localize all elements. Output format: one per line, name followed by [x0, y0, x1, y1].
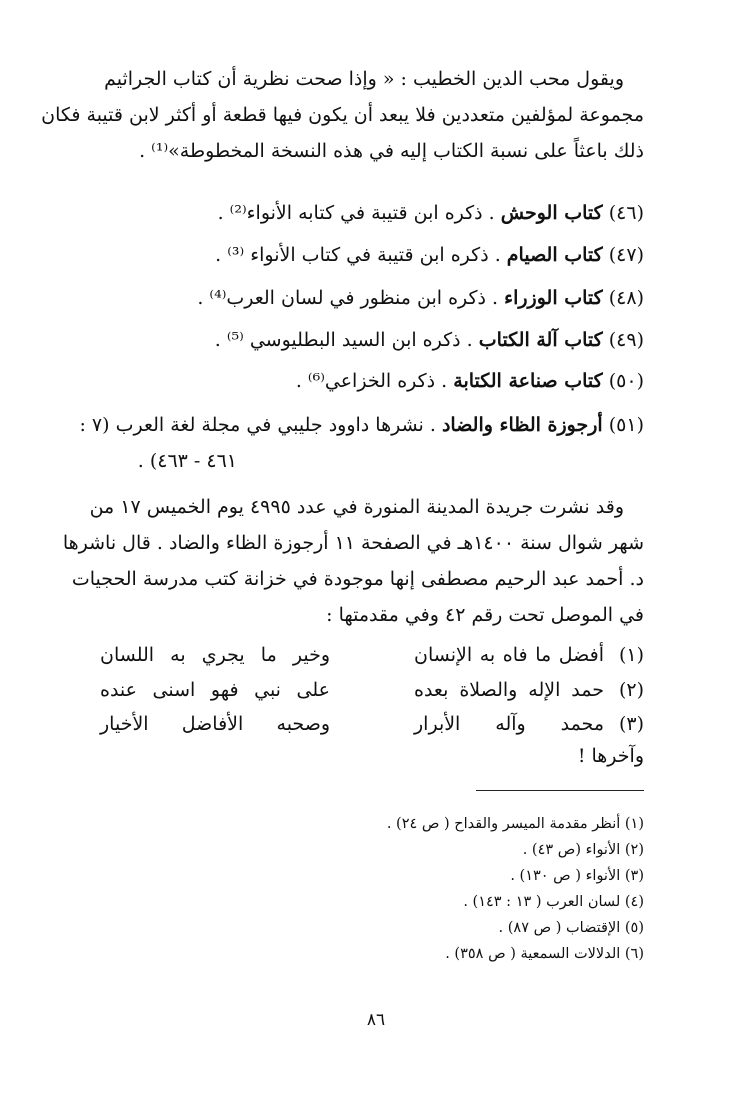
entry-title: كتاب صناعة الكتابة: [453, 370, 603, 392]
entry-number: (٥١): [608, 414, 644, 436]
entry-title: أرجوزة الظاء والضاد: [441, 414, 603, 436]
footnote-divider: [476, 790, 644, 791]
entry-50: [109, 366, 644, 396]
entry-number: (٥٠): [608, 370, 644, 392]
news-line-2: شهر شوال سنة ١٤٠٠هـ في الصفحة ١١ أرجوزة الظاء والضاد . قال ناشرها: [62, 532, 644, 554]
news-line-3: د. أحمد عبد الرحيم مصطفى إنها موجودة في خزانة كتب مدرسة الحجيات: [71, 568, 644, 590]
footnote-2: (٢) الأنواء (ص ٤٣) .: [522, 842, 644, 858]
entry-text: . ذكره ابن قتيبة في كتاب الأنواء ⁽³⁾ .: [215, 244, 501, 266]
entry-47: [109, 240, 644, 270]
entry-text: . ذكره ابن منظور في لسان العرب⁽⁴⁾ .: [197, 287, 499, 309]
poem-second-hemistich: على نبي فهو اسنى عنده: [100, 679, 330, 701]
poem-second-hemistich: وصحبه الأفاضل الأخيار: [100, 713, 330, 735]
poem-first-hemistich: حمد الإله والصلاة بعده: [414, 679, 604, 701]
poem-first-hemistich: محمد وآله الأبرار: [414, 713, 604, 735]
poem-line-number: (٢): [618, 679, 644, 701]
entry-text: . نشرها داوود جليبي في مجلة لغة العرب (٧ :: [79, 414, 436, 436]
footnote-1: (١) أنظر مقدمة الميسر والقداح ( ص ٢٤) .: [386, 816, 644, 832]
entry-number: (٤٨): [608, 287, 644, 309]
intro-line-2: مجموعة لمؤلفين متعددين فلا يبعد أن يكون فيها قطعة أو أكثر لابن قتيبة فكان: [41, 104, 644, 126]
poem-ending: وآخرها !: [577, 745, 644, 767]
entry-title: كتاب آلة الكتاب: [478, 329, 603, 351]
entry-number: (٤٦): [608, 202, 644, 224]
intro-line-3: ذلك باعثاً على نسبة الكتاب إليه في هذه النسخة المخطوطة»⁽¹⁾ .: [139, 140, 644, 162]
intro-line-1: ويقول محب الدين الخطيب : « وإذا صحت نظرية أن كتاب الجراثيم: [104, 68, 624, 90]
footnote-3: (٣) الأنواء ( ص ١٣٠) .: [510, 868, 644, 884]
entry-text: . ذكره الخزاعي⁽⁶⁾ .: [295, 370, 448, 392]
page-number: ٨٦: [366, 1010, 386, 1030]
poem-first-hemistich: أفضل ما فاه به الإنسان: [414, 644, 604, 666]
entry-title: كتاب الصيام: [506, 244, 603, 266]
entry-title: كتاب الوحش: [500, 202, 603, 224]
footnote-6: (٦) الدلالات السمعية ( ص ٣٥٨) .: [445, 946, 644, 962]
entry-49: [109, 325, 644, 355]
entry-text: . ذكره ابن قتيبة في كتابه الأنواء⁽²⁾ .: [217, 202, 495, 224]
poem-second-hemistich: وخير ما يجري به اللسان: [100, 644, 330, 666]
news-line-1: وقد نشرت جريدة المدينة المنورة في عدد ٤٩٩٥ يوم الخميس ١٧ من: [89, 496, 624, 518]
entry-46: [109, 198, 644, 228]
news-line-4: في الموصل تحت رقم ٤٢ وفي مقدمتها :: [326, 604, 644, 626]
entry-51: [79, 410, 644, 440]
entry-number: (٤٧): [608, 244, 644, 266]
entry-text: . ذكره ابن السيد البطليوسي ⁽⁵⁾ .: [214, 329, 473, 351]
entry-48: [109, 283, 644, 313]
poem-line-number: (٣): [618, 713, 644, 735]
entry-number: (٤٩): [608, 329, 644, 351]
footnote-4: (٤) لسان العرب ( ١٣ : ١٤٣) .: [463, 894, 644, 910]
entry-title: كتاب الوزراء: [504, 287, 603, 309]
poem-line-number: (١): [618, 644, 644, 666]
entry-51-continuation: ٤٦١ - ٤٦٣) .: [137, 450, 237, 472]
footnote-5: (٥) الإقتضاب ( ص ٨٧) .: [498, 920, 644, 936]
